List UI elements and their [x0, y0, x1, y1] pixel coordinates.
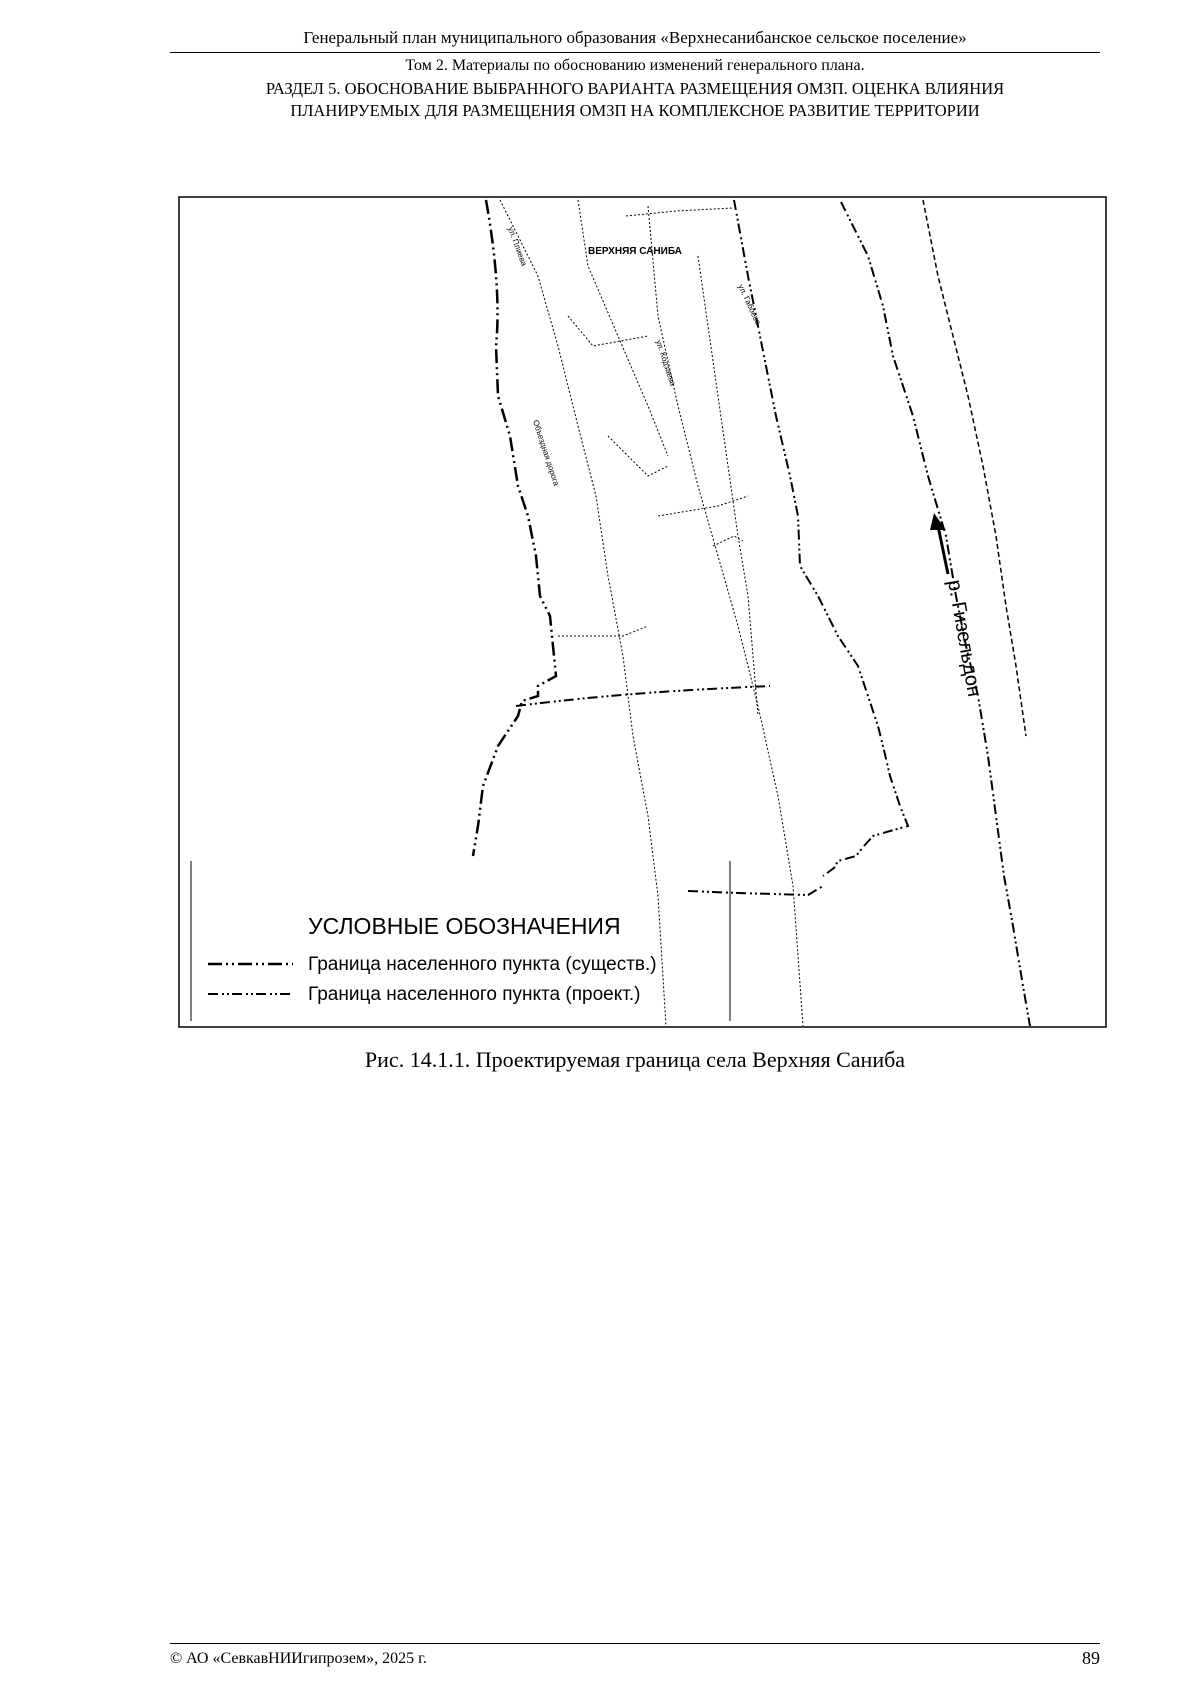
- header-rule: [170, 52, 1100, 53]
- legend-label-existing: Граница населенного пункта (существ.): [308, 954, 657, 975]
- volume-title: Том 2. Материалы по обоснованию изменений генерального плана.: [405, 57, 865, 74]
- legend-label-projected: Граница населенного пункта (проект.): [308, 984, 641, 1005]
- page-number: 89: [1082, 1648, 1100, 1668]
- section-title-line-2: ПЛАНИРУЕМЫХ ДЛЯ РАЗМЕЩЕНИЯ ОМЗП НА КОМПЛЕКСНОЕ РАЗВИТИЕ ТЕРРИТОРИИ: [290, 101, 980, 120]
- footer-rule: [170, 1643, 1100, 1644]
- street-label-gaboeva: ул. Габоева: [736, 283, 763, 327]
- legend-title: УСЛОВНЫЕ ОБОЗНАЧЕНИЯ: [308, 913, 621, 939]
- street-label-kodzaeva: ул. Кодзаева: [654, 338, 678, 388]
- street-label-bypass: Объездная дорога: [531, 418, 561, 487]
- settlement-boundary-map: [178, 196, 1107, 1028]
- street-label-plieva: ул. Плиева: [506, 225, 529, 268]
- section-title-line-1: РАЗДЕЛ 5. ОБОСНОВАНИЕ ВЫБРАННОГО ВАРИАНТА РАЗМЕЩЕНИЯ ОМЗП. ОЦЕНКА ВЛИЯНИЯ: [265, 79, 1005, 98]
- settlement-label: ВЕРХНЯЯ САНИБА: [588, 246, 682, 257]
- section-title: [170, 78, 1100, 122]
- footer-copyright: © АО «СевкавНИИгипрозем», 2025 г.: [170, 1650, 427, 1667]
- document-title: Генеральный план муниципального образования «Верхнесанибанское сельское поселение»: [303, 28, 967, 47]
- figure-caption: Рис. 14.1.1. Проектируемая граница села Верхняя Саниба: [364, 1047, 906, 1072]
- river-label: р. Гизельдон: [943, 578, 986, 699]
